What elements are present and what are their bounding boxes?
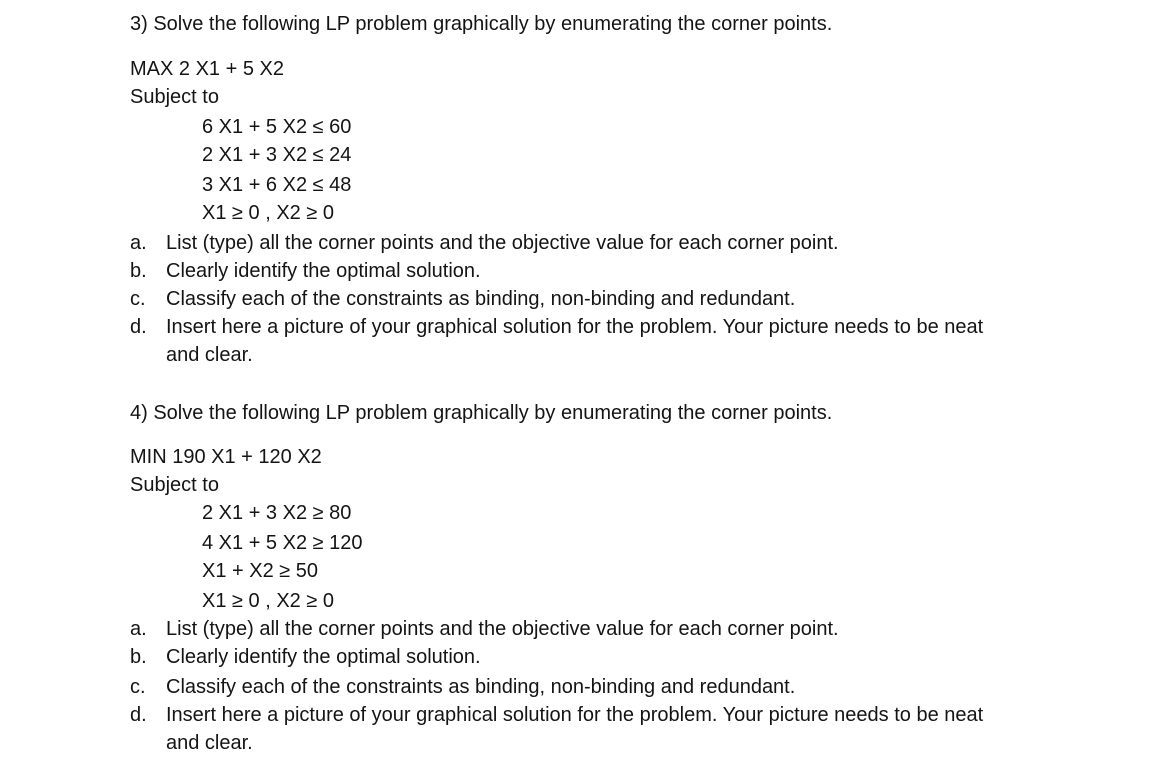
problem-4-item-d-text: Insert here a picture of your graphical solution for the problem. Your picture needs to be neat [166, 704, 984, 726]
problem-3-constraint-2: 2 X1 + 3 X2 ≤ 24 [202, 144, 352, 166]
problem-4-constraint-3: X1 + X2 ≥ 50 [202, 560, 319, 582]
problem-3-subject-to: Subject to [130, 86, 219, 108]
problem-3-item-c-letter: c. [130, 288, 146, 310]
problem-4-item-c-text: Classify each of the constraints as binding, non-binding and redundant. [166, 676, 796, 698]
problem-3-nonnegativity: X1 ≥ 0 , X2 ≥ 0 [202, 202, 335, 224]
problem-4-item-b-letter: b. [130, 646, 147, 668]
problem-4-constraint-2: 4 X1 + 5 X2 ≥ 120 [202, 532, 363, 554]
problem-4-subject-to: Subject to [130, 474, 219, 496]
problem-3-item-d-text: Insert here a picture of your graphical solution for the problem. Your picture needs to be neat [166, 316, 984, 338]
problem-4-item-d-continuation: and clear. [166, 732, 253, 754]
problem-4-item-a-text: List (type) all the corner points and the objective value for each corner point. [166, 618, 839, 640]
problem-3-item-d-continuation: and clear. [166, 344, 253, 366]
problem-3-item-a-text: List (type) all the corner points and the objective value for each corner point. [166, 232, 839, 254]
problem-4-heading: 4) Solve the following LP problem graphically by enumerating the corner points. [130, 402, 833, 424]
problem-3-constraint-3: 3 X1 + 6 X2 ≤ 48 [202, 174, 352, 196]
problem-3-item-d-letter: d. [130, 316, 147, 338]
problem-4-objective: MIN 190 X1 + 120 X2 [130, 446, 322, 468]
problem-3-constraint-1: 6 X1 + 5 X2 ≤ 60 [202, 116, 352, 138]
problem-4-nonnegativity: X1 ≥ 0 , X2 ≥ 0 [202, 590, 335, 612]
problem-4-constraint-1: 2 X1 + 3 X2 ≥ 80 [202, 502, 352, 524]
problem-4-item-c-letter: c. [130, 676, 146, 698]
problem-3-objective: MAX 2 X1 + 5 X2 [130, 58, 284, 80]
problem-3-item-a-letter: a. [130, 232, 147, 254]
problem-4-item-b-text: Clearly identify the optimal solution. [166, 646, 481, 668]
problem-4-item-d-letter: d. [130, 704, 147, 726]
problem-3-item-b-letter: b. [130, 260, 147, 282]
problem-3-heading: 3) Solve the following LP problem graphically by enumerating the corner points. [130, 13, 833, 35]
problem-4-item-a-letter: a. [130, 618, 147, 640]
problem-3-item-b-text: Clearly identify the optimal solution. [166, 260, 481, 282]
problem-3-item-c-text: Classify each of the constraints as binding, non-binding and redundant. [166, 288, 796, 310]
